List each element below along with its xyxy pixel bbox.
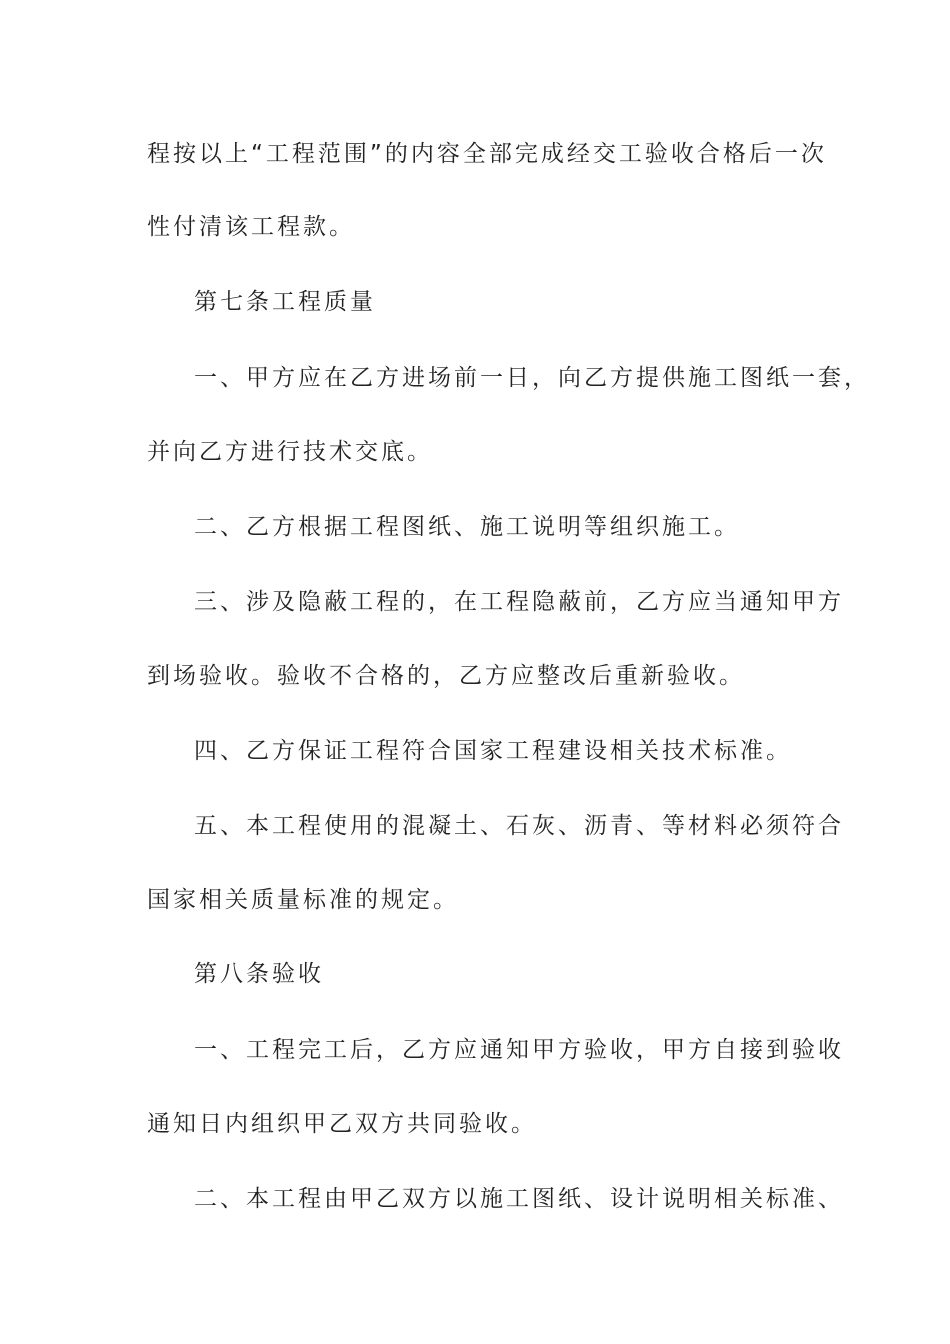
section-heading: 第八条验收 — [194, 961, 324, 987]
paragraph-line: 一、工程完工后，乙方应通知甲方验收，甲方自接到验收 — [194, 1037, 844, 1063]
paragraph-line: 并向乙方进行技术交底。 — [147, 439, 433, 465]
paragraph-line: 二、本工程由甲乙双方以施工图纸、设计说明相关标准、 — [194, 1186, 844, 1212]
section-heading: 第七条工程质量 — [194, 289, 376, 315]
paragraph-line: 到场验收。验收不合格的，乙方应整改后重新验收。 — [147, 663, 745, 689]
paragraph-line: 国家相关质量标准的规定。 — [147, 887, 459, 913]
paragraph-line: 三、涉及隐蔽工程的，在工程隐蔽前，乙方应当通知甲方 — [194, 589, 844, 615]
paragraph-line: 四、乙方保证工程符合国家工程建设相关技术标准。 — [194, 738, 792, 764]
paragraph-line: 一、甲方应在乙方进场前一日，向乙方提供施工图纸一套， — [194, 365, 870, 391]
paragraph-line: 二、乙方根据工程图纸、施工说明等组织施工。 — [194, 514, 740, 540]
paragraph-line: 通知日内组织甲乙双方共同验收。 — [147, 1111, 537, 1137]
paragraph-line: 五、本工程使用的混凝土、石灰、沥青、等材料必须符合 — [194, 813, 844, 839]
paragraph-line: 性付清该工程款。 — [147, 214, 355, 240]
paragraph-line: 程按以上“工程范围”的内容全部完成经交工验收合格后一次 — [147, 141, 827, 167]
